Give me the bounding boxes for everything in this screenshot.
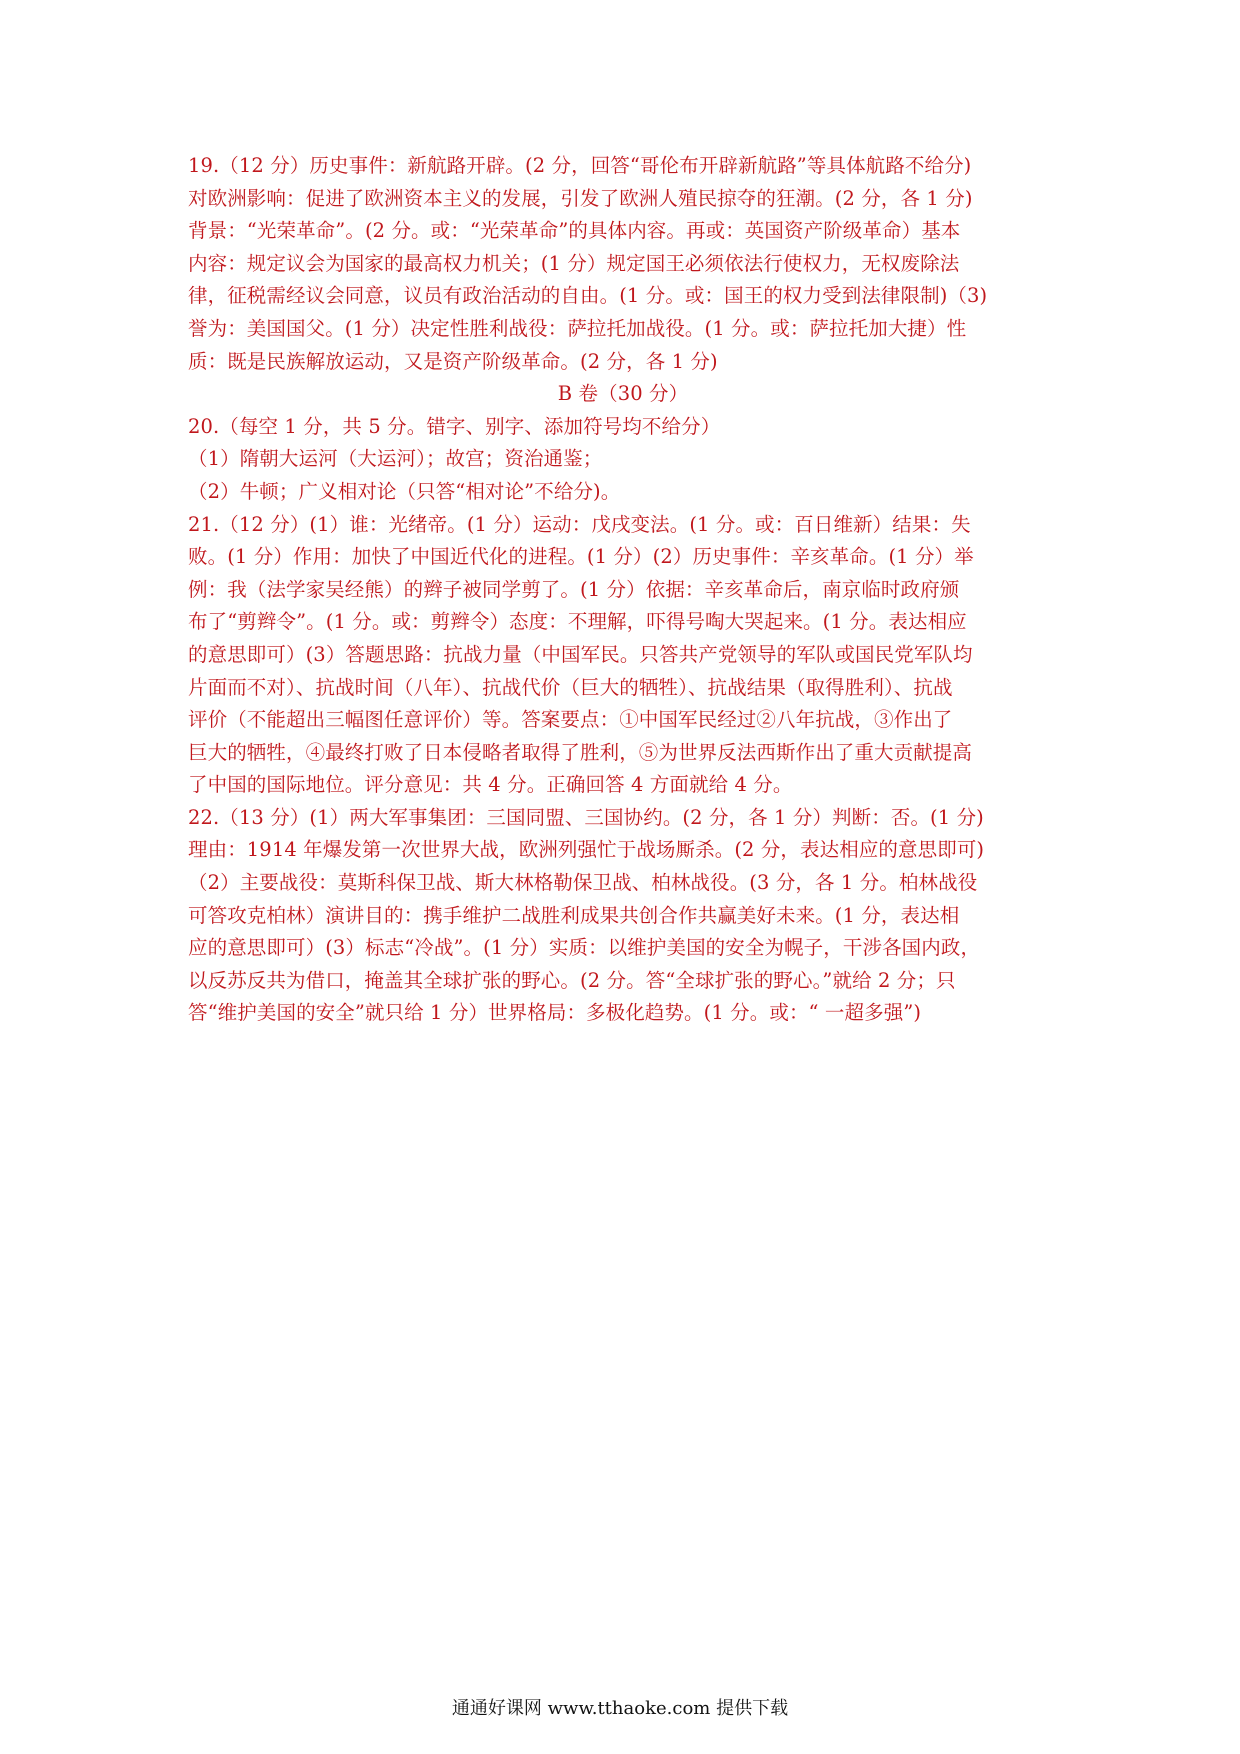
answer-22-line-3: （2）主要战役：莫斯科保卫战、斯大林格勒保卫战、柏林战役。(3 分，各 1 分。柏林战役	[188, 871, 978, 895]
answer-19-line-7: 质：既是民族解放运动，又是资产阶级革命。(2 分，各 1 分)	[188, 349, 718, 373]
answer-21-line-5: 的意思即可）(3）答题思路：抗战力量（中国军民。只答共产党领导的军队或国民党军队均	[188, 642, 973, 666]
answer-22-line-2: 理由：1914 年爆发第一次世界大战，欧洲列强忙于战场厮杀。(2 分，表达相应的意思即可)	[188, 838, 985, 862]
answer-19-line-2: 对欧洲影响：促进了欧洲资本主义的发展，引发了欧洲人殖民掠夺的狂潮。(2 分，各 1 分)	[188, 186, 973, 210]
answer-19-line-6: 誉为：美国国父。(1 分）决定性胜利战役：萨拉托加战役。(1 分。或：萨拉托加大捷）性	[188, 316, 967, 340]
answer-19-line-4: 内容：规定议会为国家的最高权力机关；(1 分）规定国王必须依法行使权力，无权废除法	[188, 251, 960, 275]
answer-22-line-4: 可答攻克柏林）演讲目的：携手维护二战胜利成果共创合作共赢美好未来。(1 分，表达相	[188, 903, 960, 927]
answer-21-line-6: 片面而不对）、抗战时间（八年）、抗战代价（巨大的牺牲）、抗战结果（取得胜利）、抗战	[188, 675, 953, 699]
answer-key-body	[188, 150, 1058, 1030]
answer-21-line-9: 了中国的国际地位。评分意见：共 4 分。正确回答 4 方面就给 4 分。	[188, 773, 793, 797]
answer-22-line-6: 以反苏反共为借口，掩盖其全球扩张的野心。(2 分。答“全球扩张的野心。”就给 2 分；只	[188, 968, 956, 992]
answer-19-line-1: 19.（12 分）历史事件：新航路开辟。(2 分，回答“哥伦布开辟新航路”等具体航路不给分)	[188, 154, 972, 177]
answer-21-line-8: 巨大的牺牲，④最终打败了日本侵略者取得了胜利，⑤为世界反法西斯作出了重大贡献提高	[188, 740, 973, 764]
answer-20-line-3: （2）牛顿；广义相对论（只答“相对论”不给分)。	[188, 479, 621, 503]
answer-21-line-3: 例：我（法学家吴经熊）的辫子被同学剪了。(1 分）依据：辛亥革命后，南京临时政府颁	[188, 577, 960, 601]
answer-20-line-2: （1）隋朝大运河（大运河）；故宫；资治通鉴；	[188, 447, 603, 471]
section-b-heading: B 卷（30 分）	[557, 382, 689, 406]
page-footer: 通通好课网 www.tthaoke.com 提供下载	[451, 1698, 789, 1719]
answer-20-line-1: 20.（每空 1 分，共 5 分。错字、别字、添加符号均不给分）	[188, 414, 721, 438]
answer-21-line-2: 败。(1 分）作用：加快了中国近代化的进程。(1 分）(2）历史事件：辛亥革命。(1 分）举	[188, 545, 974, 569]
answer-21-line-7: 评价（不能超出三幅图任意评价）等。答案要点：①中国军民经过②八年抗战，③作出了	[188, 708, 953, 732]
answer-22-line-1: 22.（13 分）(1）两大军事集团：三国同盟、三国协约。(2 分，各 1 分）判断：否。(1 分)	[188, 805, 984, 829]
answer-21-line-4: 布了“剪辫令”。(1 分。或：剪辫令）态度：不理解，吓得号啕大哭起来。(1 分。表达相应	[188, 610, 967, 634]
answer-22-line-7: 答“维护美国的安全”就只给 1 分）世界格局：多极化趋势。(1 分。或：“ 一超多强”)	[188, 1001, 922, 1025]
answer-19-line-5: 律，征税需经议会同意，议员有政治活动的自由。(1 分。或：国王的权力受到法律限制)（3)	[188, 284, 988, 308]
answer-21-line-1: 21.（12 分）(1）谁：光绪帝。(1 分）运动：戊戌变法。(1 分。或：百日维新）结果：失	[188, 512, 971, 536]
answer-19-line-3: 背景：“光荣革命”。(2 分。或：“光荣革命”的具体内容。再或：英国资产阶级革命）基本	[188, 219, 961, 243]
answer-22-line-5: 应的意思即可）(3）标志“冷战”。(1 分）实质：以维护美国的安全为幌子，干涉各国内政，	[188, 936, 981, 960]
